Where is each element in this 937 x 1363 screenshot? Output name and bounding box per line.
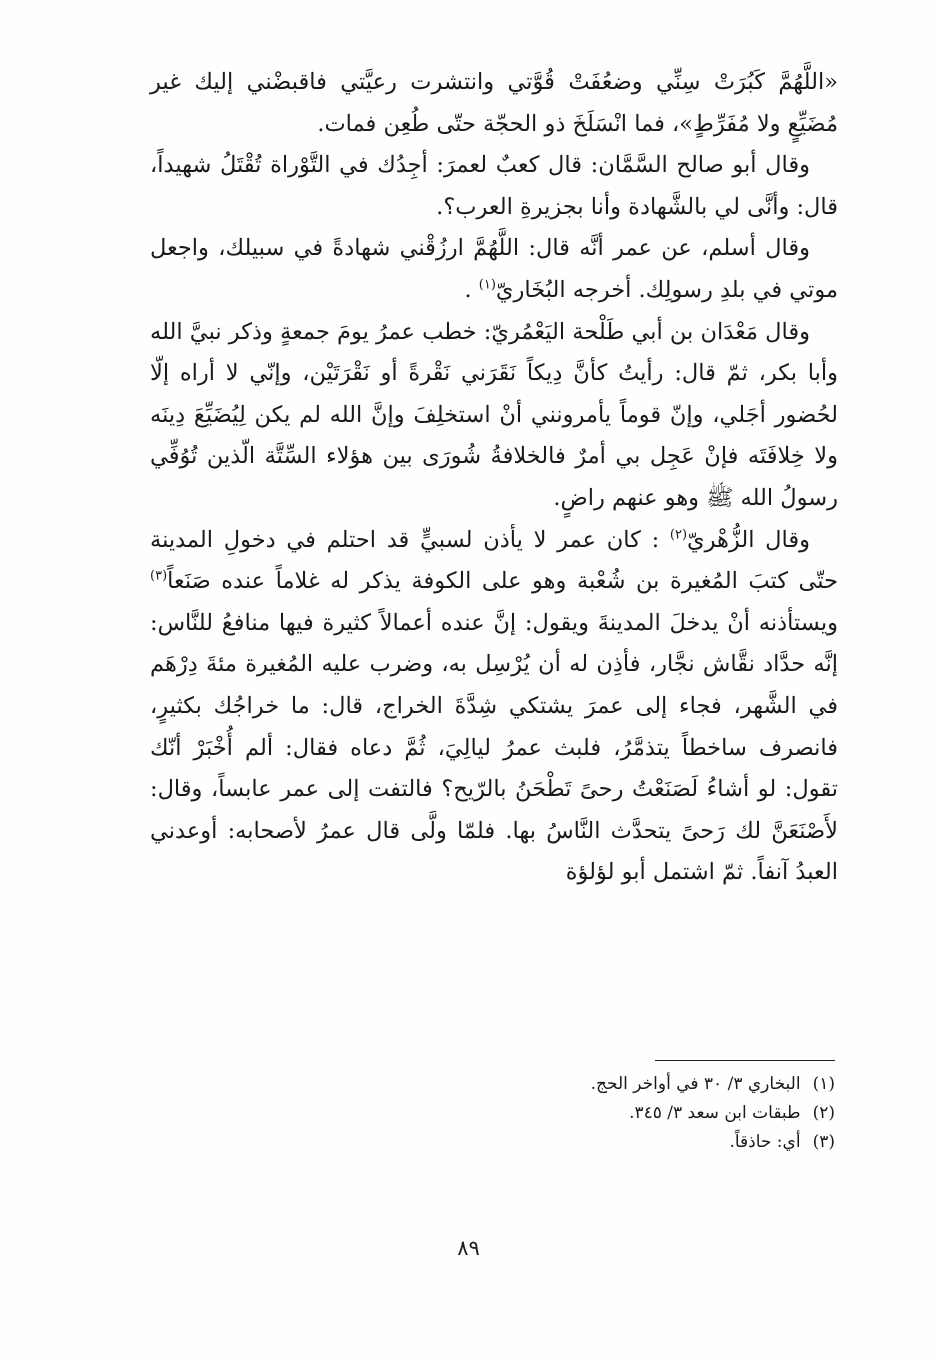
footnote-separator bbox=[655, 1060, 835, 1061]
paragraph-5-text-cont: : كان عمر لا يأذن لسبيٍّ قد احتلم في دخولِ المدينة حتّى كتبَ المُغيرة بن شُعْبة وهو على الكوفة يذكر له غلاماً عنده صَنَعاً bbox=[150, 526, 838, 595]
paragraph-3-text: وقال أسلم، عن عمر أنَّه قال: اللَّهُمَّ ارزُقْني شهادةً في سبيلك، واجعل موتي في بلدِ رسولِك. أخرجه البُخَاريّ bbox=[150, 235, 838, 303]
paragraph-2-text: وقال أبو صالح السَّمَّان: قال كعبٌ لعمرَ: أجِدُك في التَّوْراة تُقْتَلُ شهيداً، قال: وأنَّى لي بالشَّهادة وأنا بجزيرةِ العرب؟. bbox=[150, 152, 838, 220]
footnote-1 bbox=[300, 1070, 835, 1099]
paragraph-3-tail: . bbox=[464, 276, 479, 303]
main-text bbox=[150, 62, 838, 894]
paragraph-5-text-end: ويستأذنه أنْ يدخلَ المدينةَ ويقول: إنَّ عنده أعمالاً كثيرة فيها منافعُ للنَّاس: إنَّه حدَّاد نقَّاش نجَّار، فأذِن له أن يُرْسِل به، وضرب عليه المُغيرة مئةَ دِرْهَم في الشَّهر، فجاء إلى عمرَ يشتكي شِدَّةَ الخراج، قال: ما خراجُك بكثيرٍ، فانصرف ساخطاً يتذمَّرُ، فلبث عمرُ ليالِيَ، ثُمَّ دعاه فقال: ألم أُخْبَرْ أنّك تقول: لو أشاءُ لَصَنَعْتُ رحىً تَطْحَنُ بالرّيح؟ فالتفت إلى عمر عابساً، وقال: لأَصْنَعَنَّ لك رَحىً يتحدَّث النَّاسُ بها. فلمّا ولَّى قال عمرُ لأصحابه: أوعدني العبدُ آنفاً. ثمّ اشتمل أبو لؤلؤة bbox=[150, 609, 838, 886]
footnote-ref-1[interactable]: (١) bbox=[478, 277, 496, 293]
footnote-3-number: (٣) bbox=[812, 1132, 835, 1152]
footnote-2-number: (٢) bbox=[812, 1103, 835, 1123]
paragraph-4-text: وقال مَعْدَان بن أبي طَلْحة اليَعْمُريّ: خطب عمرُ يومَ جمعةٍ وذكر نبيَّ الله وأبا بكر، ثمّ قال: رأيتُ كأنَّ دِيكاً نَقَرَني نَقْرةً أو نَقْرَتَيْن، وإنّي لا أراه إلّا لحُضور أجَلي، وإنّ قوماً يأمرونني أنْ استخلِفَ وإنَّ الله لم يكن لِيُضَيِّعَ دِينَه ولا خِلافَتَه فإنْ عَجِل بي أمرٌ فالخلافةُ شُورَى بين هؤلاء السِّتَّة الّذين تُوُفِّي رسولُ الله ﷺ وهو عنهم راضٍ. bbox=[150, 318, 838, 511]
footnote-2-text: طبقات ابن سعد ٣/ ٣٤٥. bbox=[629, 1103, 801, 1123]
footnote-3 bbox=[300, 1128, 835, 1157]
footnote-1-number: (١) bbox=[812, 1074, 835, 1094]
paragraph-4 bbox=[150, 312, 838, 520]
paragraph-3 bbox=[150, 228, 838, 311]
footnote-2 bbox=[300, 1099, 835, 1128]
paragraph-1-text: «اللَّهُمَّ كَبُرَتْ سِنِّي وضعُفَتْ قُوَّتي وانتشرت رعيَّتي فاقبضْني إليك غير مُضَيِّعٍ ولا مُفَرِّطٍ»، فما انْسَلَخَ ذو الحجّة حتّى طُعِن فمات. bbox=[150, 69, 838, 137]
footnote-1-text: البخاري ٣/ ٣٠ في أواخر الحج. bbox=[590, 1074, 801, 1094]
paragraph-5 bbox=[150, 520, 838, 894]
paragraph-2 bbox=[150, 145, 838, 228]
paragraph-1 bbox=[150, 62, 838, 145]
footnote-ref-2[interactable]: (٢) bbox=[669, 527, 688, 543]
footnote-ref-3[interactable]: (٣) bbox=[150, 568, 168, 584]
footnote-3-text: أي: حاذقاً. bbox=[729, 1132, 801, 1152]
footnotes bbox=[300, 1070, 835, 1157]
page-number: ٨٩ bbox=[457, 1236, 480, 1260]
paragraph-5-text: وقال الزُّهْريّ bbox=[687, 526, 810, 553]
